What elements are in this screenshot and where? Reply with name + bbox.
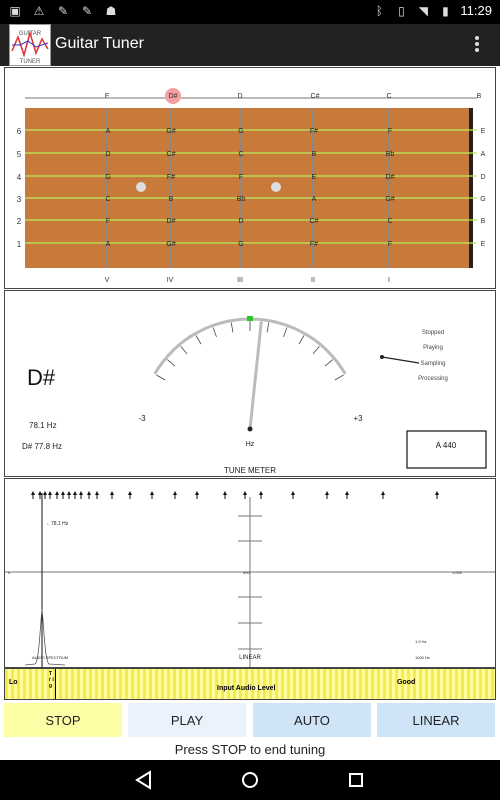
fretboard-panel[interactable]	[4, 67, 496, 289]
back-icon[interactable]	[132, 768, 156, 792]
harmonic-marker-head	[38, 491, 42, 495]
harmonic-marker-head	[31, 491, 35, 495]
auto-button[interactable]: AUTO	[253, 703, 371, 737]
stop-button[interactable]: STOP	[4, 703, 122, 737]
fret-note[interactable]: C	[238, 151, 244, 158]
fret-note[interactable]: F#	[166, 174, 176, 181]
trigger-marker	[55, 669, 56, 699]
level-title: Input Audio Level	[217, 685, 276, 692]
fret-note[interactable]: F	[387, 128, 393, 135]
meter-needle	[250, 322, 261, 429]
fret-note[interactable]: F#	[309, 241, 319, 248]
battery-icon: ▮	[442, 3, 449, 18]
recents-icon[interactable]	[344, 768, 368, 792]
harmonic-marker-head	[259, 491, 263, 495]
fret-note[interactable]: A	[105, 241, 111, 248]
harmonic-marker-head	[67, 491, 71, 495]
harmonic-marker-head	[95, 491, 99, 495]
scale-max-label: +3	[353, 414, 363, 423]
harmonic-marker-head	[61, 491, 65, 495]
string-tuning-label: G	[480, 196, 486, 203]
spectrum-panel	[4, 478, 496, 668]
fret-note[interactable]: G#	[385, 196, 395, 203]
open-note[interactable]: C	[386, 93, 392, 100]
meter-tick	[196, 335, 201, 344]
meter-tick	[313, 346, 319, 354]
fret-note[interactable]: Bb	[236, 196, 246, 203]
string-number: 2	[16, 217, 22, 226]
string-number: 3	[16, 195, 22, 204]
vibrate-icon: ▯	[398, 3, 405, 18]
fret-note[interactable]: F#	[309, 128, 319, 135]
harmonic-marker-head	[381, 491, 385, 495]
string-tuning-label: A	[480, 151, 486, 158]
navigation-bar	[0, 760, 500, 800]
wrench-icon: ✎	[57, 4, 69, 18]
harmonic-marker-head	[173, 491, 177, 495]
meter-tick	[156, 375, 165, 380]
harmonic-marker-head	[243, 491, 247, 495]
string-tuning-label: D	[480, 174, 486, 181]
fret-note[interactable]: G	[105, 174, 111, 181]
meter-tick	[284, 328, 287, 337]
open-note[interactable]: D	[237, 93, 243, 100]
x-axis-mid-label: 500	[243, 570, 250, 575]
hint-text: Press STOP to end tuning	[174, 742, 326, 757]
needle-pivot	[248, 427, 253, 432]
fret-note[interactable]: G#	[166, 128, 176, 135]
level-stripes	[5, 669, 495, 699]
wrench-icon: ✎	[81, 4, 93, 18]
harmonic-marker-head	[128, 491, 132, 495]
harmonic-marker-head	[195, 491, 199, 495]
harmonic-marker-head	[87, 491, 91, 495]
string-number: 1	[16, 240, 22, 249]
fret-note[interactable]: C#	[309, 218, 319, 225]
home-icon[interactable]	[238, 768, 262, 792]
fret-number: II	[311, 277, 315, 284]
string-tuning-label: E	[480, 128, 486, 135]
x-axis-left-label: 0	[8, 570, 11, 575]
fret-note[interactable]: D	[238, 218, 244, 225]
trigger-label: T r i g	[49, 671, 54, 689]
harmonic-marker-head	[110, 491, 114, 495]
fret-note[interactable]: G	[238, 241, 244, 248]
harmonic-marker-head	[73, 491, 77, 495]
fret-inlay	[271, 182, 281, 192]
harmonic-marker-head	[43, 491, 47, 495]
fret-number: I	[388, 277, 390, 284]
audio-spectrum	[5, 479, 495, 667]
warning-icon: ⚠	[33, 4, 45, 18]
input-level-meter	[4, 668, 496, 700]
fret-note[interactable]: C#	[166, 151, 176, 158]
fret-note[interactable]: D#	[166, 218, 176, 225]
fret-note[interactable]: Bb	[385, 151, 395, 158]
open-note[interactable]: C#	[310, 93, 320, 100]
state-label: Processing	[418, 376, 448, 382]
state-pointer	[382, 357, 419, 363]
app-title: Guitar Tuner	[55, 35, 144, 52]
fret-note[interactable]: A	[311, 196, 317, 203]
spectrum-resolution-label: 1.9 Hz	[415, 639, 427, 644]
harmonic-marker-head	[79, 491, 83, 495]
fret-number: IV	[166, 277, 174, 284]
harmonic-marker-head	[150, 491, 154, 495]
harmonic-marker-head	[325, 491, 329, 495]
fret-note[interactable]: B	[311, 151, 317, 158]
spectrum-mode-label: LINEAR	[239, 655, 261, 661]
reference-pitch-label: A 440	[435, 441, 457, 450]
tune-meter	[5, 291, 495, 476]
harmonic-marker-head	[223, 491, 227, 495]
fret-note[interactable]: G	[238, 128, 244, 135]
x-axis-right-label: 1,000	[452, 570, 463, 575]
spectrum-title: AUDIO SPECTRUM	[32, 655, 69, 660]
wifi-icon: ◥	[418, 3, 429, 18]
detected-note: D#	[27, 365, 56, 390]
detected-frequency: 78.1 Hz	[29, 421, 57, 430]
string-number: 4	[16, 173, 22, 182]
harmonic-marker-head	[48, 491, 52, 495]
fret-note[interactable]: C	[387, 218, 393, 225]
fret-note[interactable]: D	[105, 151, 111, 158]
fret-note[interactable]: D#	[385, 174, 395, 181]
state-label: Playing	[423, 345, 443, 351]
harmonic-marker-head	[55, 491, 59, 495]
app-logo	[9, 24, 51, 66]
meter-tick	[267, 323, 269, 333]
fret-note[interactable]: F	[105, 218, 111, 225]
state-label: Sampling	[420, 361, 446, 367]
fret-inlay	[136, 182, 146, 192]
fretboard[interactable]	[5, 68, 495, 288]
level-good-label: Good	[397, 679, 416, 686]
harmonic-marker-head	[435, 491, 439, 495]
fretboard-wood	[25, 108, 473, 268]
fret-note[interactable]: F	[238, 174, 244, 181]
meter-tick	[167, 360, 175, 366]
harmonic-marker-head	[345, 491, 349, 495]
open-note[interactable]: B	[476, 93, 482, 100]
target-frequency: D# 77.8 Hz	[22, 442, 63, 451]
bluetooth-icon: ᛒ	[375, 3, 384, 18]
tune-meter-panel	[4, 290, 496, 477]
image-icon: ▣	[9, 4, 21, 18]
meter-tick	[231, 323, 233, 333]
meter-tick	[335, 375, 344, 380]
fret-note[interactable]: F	[387, 241, 393, 248]
svg-text:GUITAR: GUITAR	[18, 31, 42, 37]
open-note[interactable]: D#	[168, 93, 178, 100]
clock: 11:29	[460, 3, 492, 18]
peak-frequency-label: ←78.1 Hz	[46, 521, 69, 527]
fret-number: III	[237, 277, 243, 284]
level-low-label: Lo	[9, 679, 18, 686]
string-number: 6	[16, 127, 22, 136]
status-bar	[0, 0, 500, 24]
fret-note[interactable]: E	[311, 174, 317, 181]
fret-note[interactable]: A	[105, 128, 111, 135]
harmonic-marker-head	[291, 491, 295, 495]
string-number: 5	[16, 150, 22, 159]
state-pointer-pivot	[380, 355, 384, 359]
in-tune-marker	[247, 316, 253, 321]
meter-tick	[213, 328, 216, 337]
control-buttons	[0, 703, 500, 739]
string-tuning-label: B	[480, 218, 486, 225]
play-button[interactable]: PLAY	[128, 703, 246, 737]
meter-tick	[181, 346, 187, 354]
fret-note[interactable]: C	[105, 196, 111, 203]
android-icon: ☗	[105, 4, 117, 18]
meter-unit-label: Hz	[245, 441, 255, 448]
open-note[interactable]: F	[104, 93, 110, 100]
meter-tick	[325, 360, 333, 366]
svg-text:TUNER: TUNER	[19, 59, 41, 65]
spectrum-range-label: 1000 Hz	[415, 655, 430, 660]
reference-pitch-button[interactable]	[407, 431, 486, 468]
fret-note[interactable]: B	[168, 196, 174, 203]
tune-meter-caption: TUNE METER	[224, 466, 276, 475]
meter-tick	[299, 335, 304, 344]
scale-min-label: -3	[138, 414, 146, 423]
app-bar	[0, 24, 500, 66]
string-tuning-label: E	[480, 241, 486, 248]
linear-button[interactable]: LINEAR	[377, 703, 495, 737]
nut	[469, 108, 473, 268]
fret-note[interactable]: G#	[166, 241, 176, 248]
fret-number: V	[104, 277, 110, 284]
overflow-menu-icon[interactable]	[474, 34, 480, 56]
state-label: Stopped	[421, 330, 445, 336]
